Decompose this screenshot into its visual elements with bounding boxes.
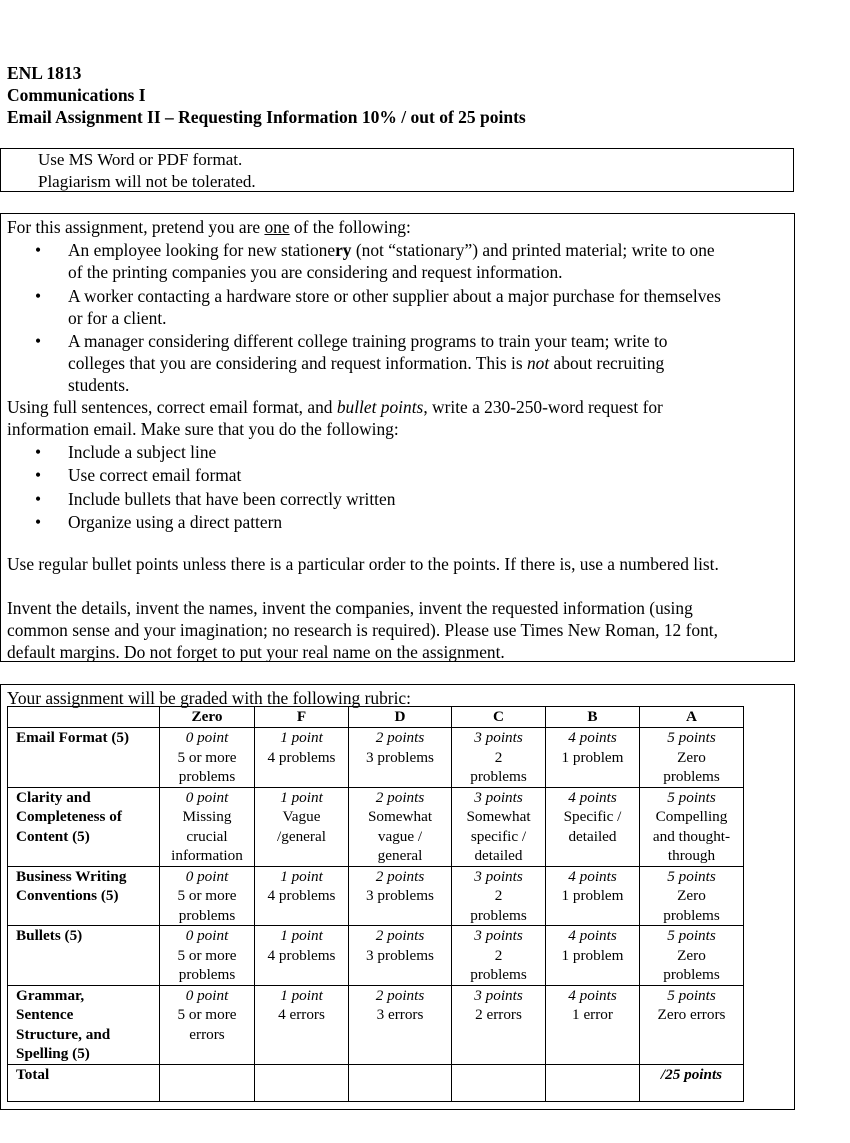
rubric-row	[8, 985, 744, 1064]
bullet-icon: •	[35, 240, 42, 260]
course-name: Communications I	[7, 85, 146, 105]
rubric-cell: 3 points 2 problems	[452, 926, 546, 986]
rubric-cell: 5 points Zero problems	[640, 866, 744, 926]
criterion-label: Grammar, Sentence Structure, and Spelling (5)	[8, 985, 160, 1064]
criterion-label: Clarity and Completeness of Content (5)	[8, 787, 160, 866]
rubric-cell: 5 points Zero problems	[640, 926, 744, 986]
rubric-total-row	[8, 1064, 744, 1101]
rubric-cell: 1 point 4 problems	[255, 926, 349, 986]
instructions-box: For this assignment, pretend you are one of the following: • An employee looking for new stationery (not “stationary”) and printed material; write to one of the printing companies you are considering and request information. • A worker contacting a hardware store or other supplier about a major purchase for themselves or for a client. • A manager considering different college training programs to train your team; write to colleges that you are considering and request information. This is not about recruiting students. Using full sentences, correct email format, and bullet points, write a 230-250-word request for information email. Make sure that you do the following: • Include a subject line • Use correct email format • Include bullets that have been correctly written • Organize using a direct pattern Use regular bullet points unless there is a particular order to the points. If there is, use a numbered list. Invent the details, invent the names, invent the companies, invent the requested information (using common sense and your imagination; no research is required). Please use Times New Roman, 12 font, default margins. Do not forget to put your real name on the assignment.	[0, 213, 795, 662]
rubric-cell: 1 point Vague /general	[255, 787, 349, 866]
grade-header: Zero	[160, 707, 255, 728]
rubric-cell: 3 points 2 problems	[452, 728, 546, 788]
rubric-cell: 0 point 5 or more problems	[160, 866, 255, 926]
rubric-table	[7, 706, 744, 1102]
rubric-cell: 4 points Specific / detailed	[546, 787, 640, 866]
rubric-cell: 4 points 1 problem	[546, 866, 640, 926]
grade-header: B	[546, 707, 640, 728]
bullet-icon: •	[35, 286, 42, 306]
criterion-label: Email Format (5)	[8, 728, 160, 788]
task-description: Using full sentences, correct email format, and bullet points, write a 230-250-word request for information email. Make sure that you do the following:	[7, 397, 663, 439]
rubric-cell: 2 points 3 problems	[349, 728, 452, 788]
rubric-cell: 3 points 2 errors	[452, 985, 546, 1064]
rubric-row	[8, 866, 744, 926]
total-label: Total	[8, 1064, 160, 1101]
course-code: ENL 1813	[7, 63, 82, 83]
rubric-row	[8, 787, 744, 866]
rubric-cell: 3 points 2 problems	[452, 866, 546, 926]
bullet-icon: •	[35, 442, 42, 462]
details-note: Invent the details, invent the names, invent the companies, invent the requested information (using common sense and your imagination; no research is required). Please use Times New Roman, 12 font, default margins. Do not forget to put your real name on the assignment.	[7, 598, 718, 662]
bullet-icon: •	[35, 489, 42, 509]
rubric-cell: 5 points Compelling and thought- through	[640, 787, 744, 866]
emphasis-one: one	[264, 217, 290, 237]
grade-header: F	[255, 707, 349, 728]
bullet-icon: •	[35, 465, 42, 485]
bullet-icon: •	[35, 512, 42, 532]
document-header	[7, 62, 526, 128]
rubric-cell: 5 points Zero problems	[640, 728, 744, 788]
instructions-intro: For this assignment, pretend you are one of the following:	[7, 217, 411, 237]
grade-header: A	[640, 707, 744, 728]
format-notes-box	[0, 148, 794, 192]
rubric-cell: 4 points 1 problem	[546, 728, 640, 788]
rubric-cell: 0 point 5 or more errors	[160, 985, 255, 1064]
criterion-label: Bullets (5)	[8, 926, 160, 986]
rubric-cell: 0 point 5 or more problems	[160, 926, 255, 986]
grade-header: D	[349, 707, 452, 728]
assignment-title: Email Assignment II – Requesting Information 10% / out of 25 points	[7, 107, 526, 127]
rubric-row	[8, 728, 744, 788]
rubric-cell: 1 point 4 problems	[255, 728, 349, 788]
rubric-intro: Your assignment will be graded with the following rubric:	[7, 688, 411, 708]
rubric-cell: 4 points 1 error	[546, 985, 640, 1064]
grade-header: C	[452, 707, 546, 728]
rubric-header-row	[8, 707, 744, 728]
rubric-cell: 2 points 3 problems	[349, 926, 452, 986]
criterion-label: Business Writing Conventions (5)	[8, 866, 160, 926]
rubric-cell: 2 points Somewhat vague / general	[349, 787, 452, 866]
rubric-cell: 3 points Somewhat specific / detailed	[452, 787, 546, 866]
rubric-cell: 1 point 4 problems	[255, 866, 349, 926]
rubric-cell: 4 points 1 problem	[546, 926, 640, 986]
total-value: /25 points	[640, 1064, 744, 1101]
rubric-cell: 2 points 3 errors	[349, 985, 452, 1064]
plagiarism-note: Plagiarism will not be tolerated.	[38, 172, 256, 191]
rubric-cell: 5 points Zero errors	[640, 985, 744, 1064]
rubric-cell: 2 points 3 problems	[349, 866, 452, 926]
header-blank-cell	[8, 707, 160, 728]
rubric-row	[8, 926, 744, 986]
rubric-cell: 1 point 4 errors	[255, 985, 349, 1064]
bullet-note: Use regular bullet points unless there is a particular order to the points. If there is, use a numbered list.	[7, 554, 719, 574]
bullet-icon: •	[35, 331, 42, 351]
rubric-cell: 0 point 5 or more problems	[160, 728, 255, 788]
format-note: Use MS Word or PDF format.	[38, 150, 243, 169]
rubric-cell: 0 point Missing crucial information	[160, 787, 255, 866]
